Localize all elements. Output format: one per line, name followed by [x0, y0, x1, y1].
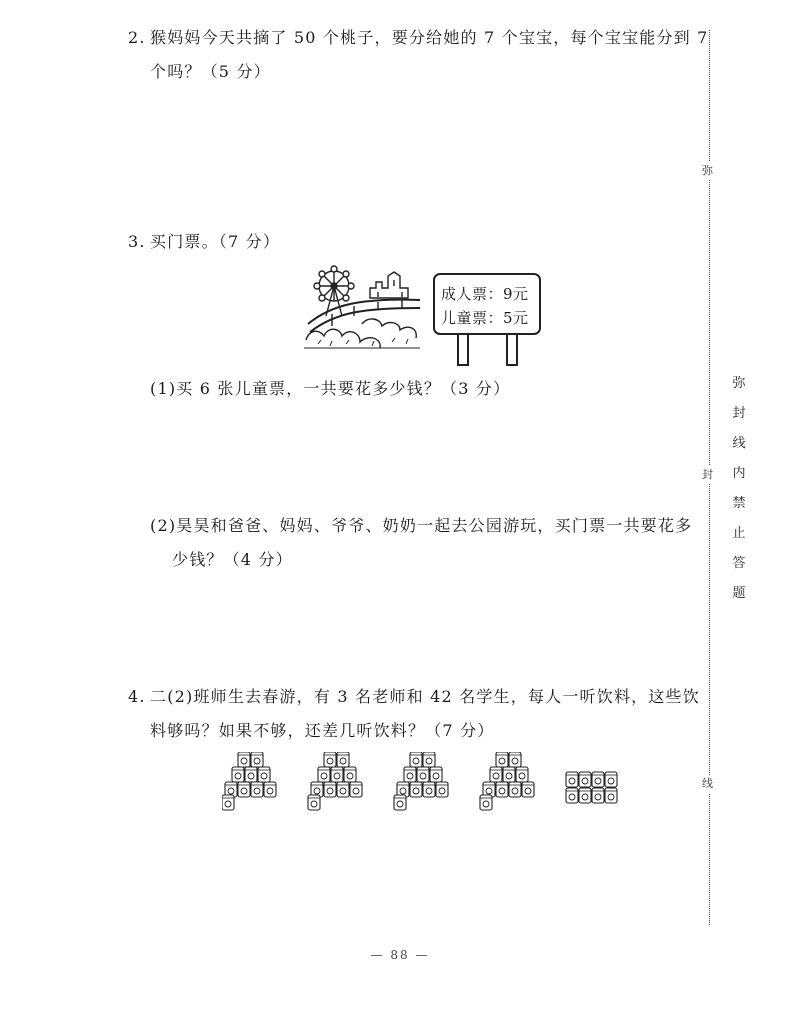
- question-3: [128, 225, 280, 259]
- notice-char: 止: [732, 526, 746, 541]
- question-number: 3.: [128, 232, 146, 251]
- question-4: [128, 680, 700, 714]
- question-3-part-2-line-1: (2)昊昊和爸爸、妈妈、爷爷、奶奶一起去公园游玩，买门票一共要花多: [150, 516, 693, 535]
- sign-post-right: [506, 333, 518, 366]
- ticket-price-sign: [433, 273, 541, 335]
- question-text-line-1: 二(2)班师生去春游，有 3 名老师和 42 名学生，每人一听饮料，这些饮: [150, 687, 700, 706]
- notice-char: 答: [732, 556, 746, 571]
- notice-char: 封: [732, 406, 746, 421]
- notice-char: 线: [732, 436, 746, 451]
- no-answer-notice: [731, 372, 747, 612]
- adult-ticket-price: 成人票：9元: [441, 285, 529, 303]
- can-group-1: [222, 752, 276, 810]
- child-ticket-price: 儿童票：5元: [441, 309, 529, 327]
- notice-char: 禁: [732, 496, 746, 511]
- notice-char: 题: [732, 586, 746, 601]
- park-illustration: [302, 264, 422, 356]
- notice-char: 弥: [732, 376, 746, 391]
- can-group-2: [308, 752, 362, 810]
- question-2: [128, 21, 709, 55]
- question-4-line-2: 料够吗？如果不够，还差几听饮料？（7 分）: [150, 721, 495, 740]
- can-group-5: [566, 772, 617, 803]
- drink-can-groups: [222, 752, 622, 812]
- can-group-3: [394, 752, 448, 810]
- question-title: 买门票。（7 分）: [150, 232, 281, 251]
- notice-char: 内: [732, 466, 746, 481]
- binding-char-middle: 封: [702, 466, 713, 484]
- question-2-line-2: 个吗？（5 分）: [150, 62, 271, 81]
- page-number: — 88 —: [370, 948, 430, 962]
- question-3-part-2-line-2: 少钱？（4 分）: [172, 550, 293, 569]
- question-3-part-1: (1)买 6 张儿童票，一共要花多少钱？（3 分）: [150, 379, 511, 398]
- binding-char-top: 弥: [702, 162, 713, 180]
- question-number: 2.: [128, 28, 146, 47]
- sign-post-left: [457, 333, 469, 366]
- question-text-line-1: 猴妈妈今天共摘了 50 个桃子，要分给她的 7 个宝宝，每个宝宝能分到 7: [150, 28, 709, 47]
- question-number: 4.: [128, 687, 146, 706]
- can-group-4: [480, 752, 534, 810]
- binding-char-bottom: 线: [702, 775, 713, 793]
